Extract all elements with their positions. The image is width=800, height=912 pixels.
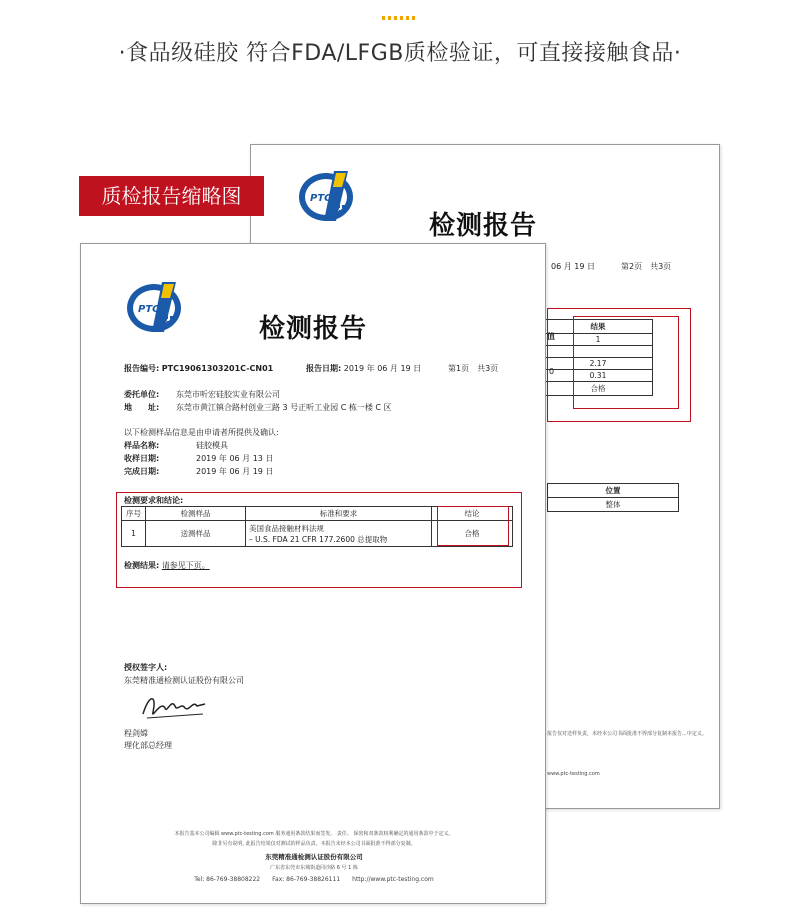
col-standard-header: 标准和要求 <box>246 507 432 521</box>
result-text: 请参见下页。 <box>161 561 210 570</box>
report-date: 2019 年 06 月 19 日 <box>343 364 422 373</box>
completed-label: 完成日期: <box>124 467 160 476</box>
report-page-1 <box>80 243 546 904</box>
col-sample-header: 检测样品 <box>146 507 246 521</box>
requirements-label: 检测要求和结论: <box>124 496 184 505</box>
ptc-logo-icon <box>124 276 186 338</box>
position-table <box>547 483 679 512</box>
report-no: PTC19061303201C-CN01 <box>161 364 274 373</box>
website-fragment: www.ptc-testing.com <box>547 771 600 777</box>
col-no-header: 序号 <box>122 507 146 521</box>
report-title: 检测报告 <box>429 211 538 241</box>
sample-label: 样品名称: <box>124 441 160 450</box>
report-thumbnail-badge: 质检报告缩略图 <box>79 176 264 216</box>
col-position-header: 位置 <box>548 484 679 498</box>
footer-company: 东莞精准通检测认证股份有限公司 <box>265 853 363 861</box>
result-cell: 合格 <box>544 382 653 396</box>
row-standard-line-1: 美国食品接触材料法规 <box>249 523 324 533</box>
signature-icon <box>139 690 209 728</box>
conclusion-cell-highlight <box>437 506 509 546</box>
ptc-logo-icon <box>296 165 358 227</box>
logo-text: PTC <box>138 304 160 315</box>
client-name: 东莞市听宏硅胶实业有限公司 <box>176 390 280 399</box>
report-date-label: 报告日期: <box>306 364 342 373</box>
footer-note: 报告仅对送样负责，未经本公司书面批准不得部分复制本报告...中定义。 <box>547 731 707 737</box>
result-cell: 0.31 <box>544 370 653 382</box>
page-info: 第1页 共3页 <box>448 364 499 373</box>
signer-title: 理化部总经理 <box>124 741 172 750</box>
footer-line-1: 本报告基本公司编辑 www.ptc-testing.com 服务通用条款结果而签发。 责任、 保密和双条款权利确定的通用条款中于定义。 <box>174 831 454 837</box>
received-label: 收样日期: <box>124 454 160 463</box>
result-cell: 2.17 <box>544 358 653 370</box>
footer-line-2: 除非另有说明, 此报告结果仅对测试的样品负责。本报告未经本公司书面批准不得部分复制。 <box>212 841 416 847</box>
value-cell: 0 <box>549 367 555 376</box>
row-conclusion: 合格 <box>432 521 513 547</box>
address: 东莞市黄江镇合路村创业三路 3 号正听工业园 C 栋一楼 C 区 <box>176 403 392 412</box>
row-standard-line-2: – U.S. FDA 21 CFR 177.2600 总提取物 <box>249 534 388 544</box>
client-label: 委托单位: <box>124 390 160 399</box>
page-headline: ·食品级硅胶 符合FDA/LFGB质检验证，可直接接触食品· <box>118 41 682 66</box>
address-label: 地 址: <box>124 403 160 412</box>
signer-name: 程剑嫦 <box>124 729 148 738</box>
sample-name: 硅胶模具 <box>196 441 228 450</box>
completed-date: 2019 年 06 月 19 日 <box>196 467 274 476</box>
report-title: 检测报告 <box>259 314 368 344</box>
received-date: 2019 年 06 月 13 日 <box>196 454 274 463</box>
position-cell: 整体 <box>548 498 679 512</box>
decorative-dots <box>382 16 418 20</box>
footer-address: 广东省东莞市东城街道同沙路 6 号 1 栋 <box>270 865 358 871</box>
report-no-label: 报告编号: <box>124 364 160 373</box>
logo-text: PTC <box>310 193 332 204</box>
col-value-fragment: 值 <box>547 332 555 341</box>
col-result-header: 结果 <box>544 320 653 334</box>
report-date-fragment: 06 月 19 日 <box>551 262 595 271</box>
highlight-box-inner <box>573 316 679 409</box>
signer-company: 东莞精准通检测认证股份有限公司 <box>124 676 244 685</box>
signer-label: 授权签字人: <box>124 663 168 672</box>
col-conclusion-header: 结论 <box>432 507 513 521</box>
row-no: 1 <box>122 521 146 547</box>
sample-intro: 以下检测样品信息是由申请者所提供及确认: <box>124 428 279 437</box>
row-sample: 送测样品 <box>146 521 246 547</box>
page-info: 第2页 共3页 <box>621 262 672 271</box>
result-label: 检测结果: <box>124 561 160 570</box>
result-cell: 1 <box>544 334 653 346</box>
footer-contact: Tel: 86-769-38808222 Fax: 86-769-38826111 http://www.ptc-testing.com <box>194 876 434 883</box>
